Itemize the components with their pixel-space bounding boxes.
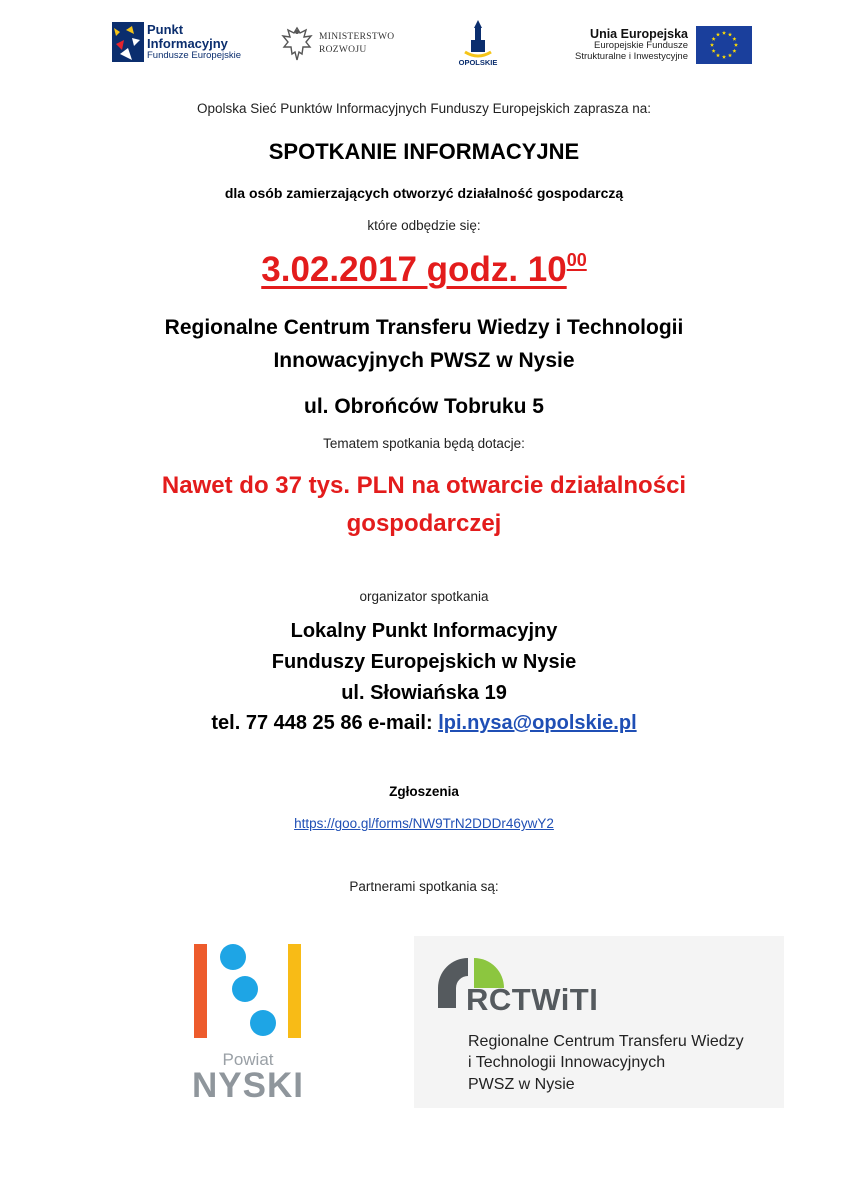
nyski-label-powiat: Powiat bbox=[222, 1050, 274, 1069]
mr-line2: ROZWOJU bbox=[319, 45, 367, 55]
rctwiti-line3: PWSZ w Nysie bbox=[468, 1075, 575, 1093]
nyski-orange-bar bbox=[194, 944, 207, 1038]
organizer-phone: tel. 77 448 25 86 e-mail: bbox=[211, 712, 439, 734]
rctwiti-line1: Regionalne Centrum Transferu Wiedzy bbox=[468, 1033, 744, 1050]
rctwiti-logo bbox=[414, 936, 784, 1108]
unia-europejska-logo bbox=[575, 26, 752, 64]
ue-line2: Europejskie Fundusze bbox=[594, 40, 688, 52]
ministerstwo-rozwoju-logo bbox=[280, 24, 394, 64]
powiat-nyski-logo bbox=[188, 938, 308, 1108]
when-label: które odbędzie się: bbox=[367, 218, 481, 233]
pi-line2: Informacyjny bbox=[147, 36, 228, 52]
organizer-address: ul. Słowiańska 19 bbox=[341, 682, 507, 704]
grant-line1: Nawet do 37 tys. PLN na otwarcie działalności bbox=[161, 472, 687, 499]
partners-label: Partnerami spotkania są: bbox=[349, 879, 499, 894]
page-title: SPOTKANIE INFORMACYJNE bbox=[268, 139, 580, 164]
fundusze-europejskie-star-icon bbox=[112, 22, 144, 62]
signup-label: Zgłoszenia bbox=[389, 784, 459, 799]
organizer-label: organizator spotkania bbox=[359, 589, 489, 604]
invitation-text: Opolska Sieć Punktów Informacyjnych Funduszy Europejskich zaprasza na: bbox=[197, 101, 651, 116]
eagle-emblem-icon bbox=[280, 24, 314, 64]
nyski-dot-2 bbox=[232, 976, 258, 1002]
punkt-informacyjny-logo bbox=[112, 22, 241, 62]
venue-line1: Regionalne Centrum Transferu Wiedzy i Technologii bbox=[164, 316, 684, 339]
signup-link[interactable]: https://goo.gl/forms/NW9TrN2DDDr46ywY2 bbox=[294, 816, 554, 831]
ue-line1: Unia Europejska bbox=[590, 27, 688, 42]
nyski-label-nyski: NYSKI bbox=[192, 1066, 304, 1105]
header-logos bbox=[0, 18, 848, 74]
grant-line2: gospodarczej bbox=[346, 510, 502, 537]
topic-label: Tematem spotkania będą dotacje: bbox=[323, 436, 525, 451]
event-date bbox=[0, 250, 848, 290]
organizer-email-link[interactable]: lpi.nysa@opolskie.pl bbox=[438, 712, 637, 734]
nyski-dot-1 bbox=[220, 944, 246, 970]
ue-line3: Strukturalne i Inwestycyjne bbox=[575, 51, 688, 62]
mr-line1: MINISTERSTWO bbox=[319, 32, 395, 43]
rctwiti-full-name bbox=[468, 1031, 744, 1095]
eu-flag-icon bbox=[696, 26, 752, 64]
pi-line3: Fundusze Europejskie bbox=[147, 49, 241, 61]
venue-address: ul. Obrońców Tobruku 5 bbox=[304, 395, 544, 418]
nyski-yellow-bar bbox=[288, 944, 301, 1038]
opolskie-tower-icon bbox=[463, 20, 493, 60]
organizer-line1: Lokalny Punkt Informacyjny bbox=[290, 620, 558, 642]
event-date-minutes: 00 bbox=[566, 250, 587, 270]
event-date-main: 3.02.2017 godz. 10 bbox=[261, 250, 567, 289]
venue-line2: Innowacyjnych PWSZ w Nysie bbox=[273, 349, 575, 372]
organizer-line2: Funduszy Europejskich w Nysie bbox=[271, 651, 577, 673]
rctwiti-abbr: RCTWiTI bbox=[466, 982, 599, 1017]
organizer-contact bbox=[0, 712, 848, 735]
nyski-dot-3 bbox=[250, 1010, 276, 1036]
pi-line1: Punkt bbox=[147, 22, 184, 38]
opolskie-label: OPOLSKIE bbox=[458, 58, 498, 67]
rctwiti-line2: i Technologii Innowacyjnych bbox=[468, 1054, 666, 1072]
opolskie-logo bbox=[444, 20, 512, 67]
subtitle: dla osób zamierzających otworzyć działalność gospodarczą bbox=[224, 185, 624, 201]
